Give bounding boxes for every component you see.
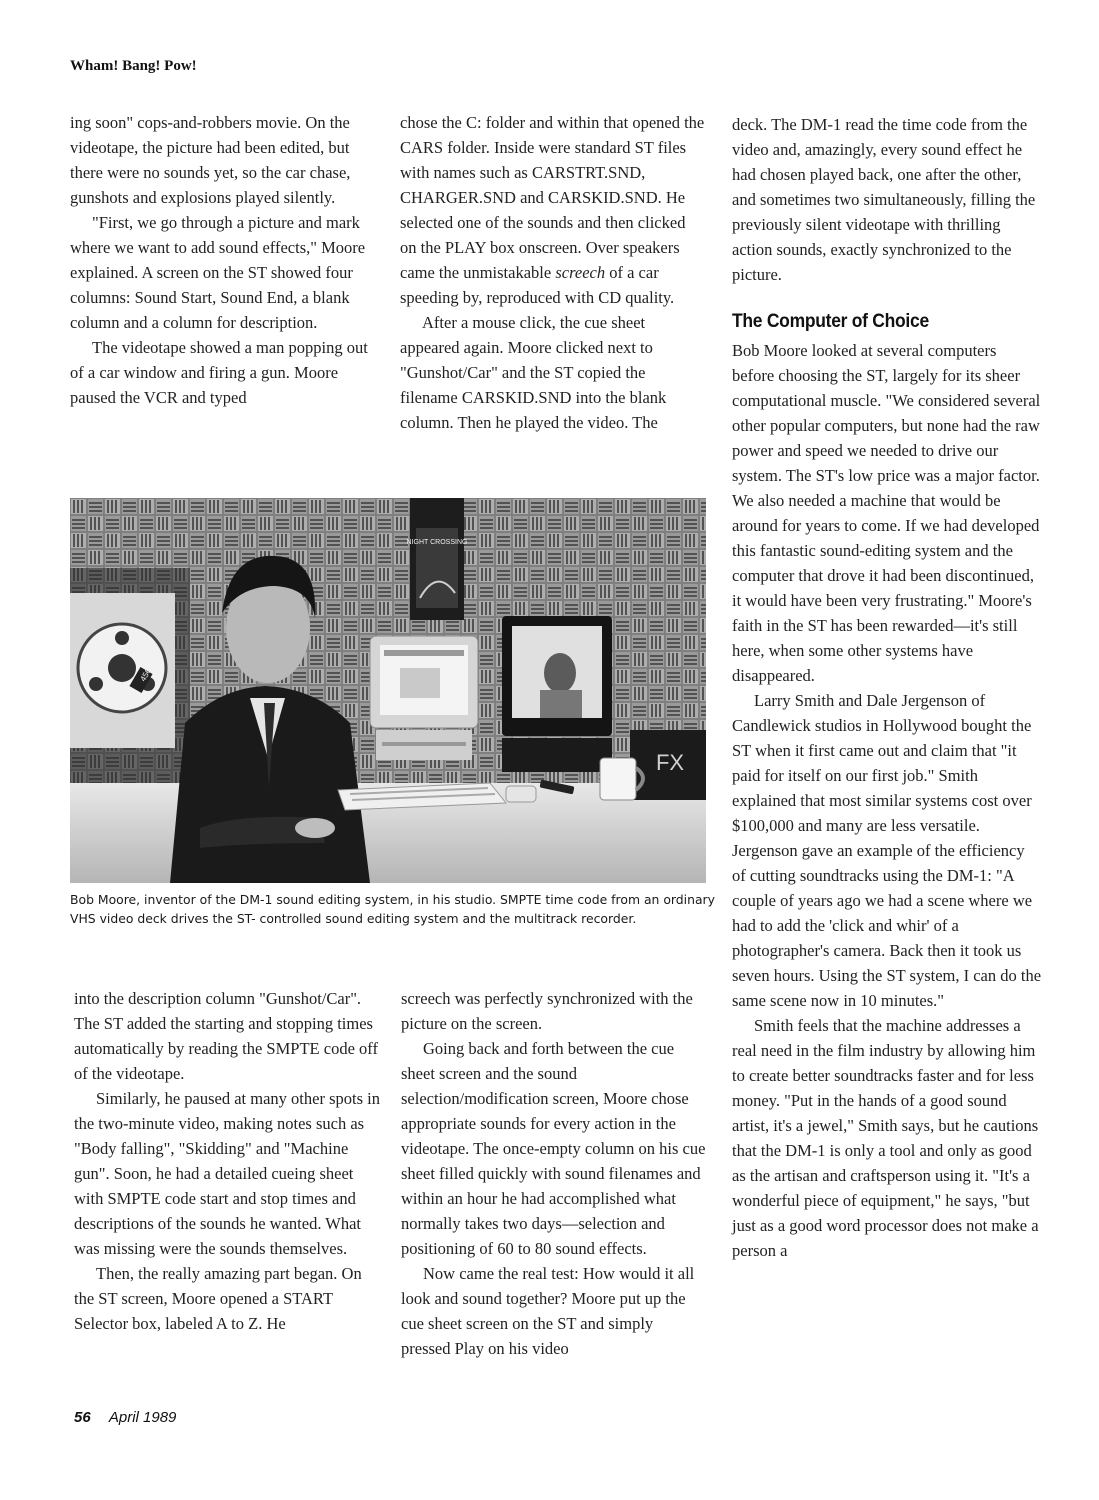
paragraph: Bob Moore looked at several computers before choosing the ST, largely for its sheer computational muscle. "We considered several other popular computers, but none had the raw power and speed we needed to drive our system. The ST's low price was a major factor. We also needed a machine that would be around for years to come. If we had developed this fantastic sound-editing system and the computer that drove it had been discontinued, it would have been very frustrating." Moore's faith in the ST has been rewarded—it's still here, when some other systems have disappeared. <box>732 341 1041 685</box>
computer-monitor <box>370 636 478 760</box>
equipment-rack <box>630 730 706 800</box>
issue-date: April 1989 <box>108 1409 177 1426</box>
paragraph: chose the C: folder and within that opened the CARS folder. Inside were standard ST files with names such as CARSTRT.SND, CHARGER.SND and CARSKID.SND. He selected one of the sounds and then clicked on the PLAY box onscreen. Over speakers came the unmistakable screech of a car speeding by, reproduced with CD quality. <box>400 113 705 307</box>
paragraph: Smith feels that the machine addresses a real need in the film industry by allowing him to create better soundtracks faster and for less money. "Put in the hands of a good sound artist, it's a jewel," Smith says, but he cautions that the DM-1 is only a tool and only as good as the artisan and craftsperson using it. "It's a wonderful piece of equipment," he says, "but just as a good word processor does not make a person a <box>732 1016 1039 1260</box>
paragraph: Then, the really amazing part began. On the ST screen, Moore opened a START Selector box, labeled A to Z. He <box>74 1264 362 1333</box>
emphasis: screech <box>555 263 606 282</box>
svg-text:NIGHT CROSSING: NIGHT CROSSING <box>406 539 468 546</box>
article-column-2 <box>400 110 705 435</box>
running-head: Wham! Bang! Pow! <box>70 58 197 74</box>
paragraph: screech was perfectly synchronized with the picture on the screen. <box>401 989 693 1033</box>
mouse <box>506 786 536 802</box>
paragraph: Larry Smith and Dale Jergenson of Candlewick studios in Hollywood bought the ST when it first came out and claim that "it paid for itself on our first job." Smith explained that most similar systems cost over $100,000 and many are less versatile. Jergenson gave an example of the efficiency of cutting soundtracks using the DM-1: "A couple of years ago we had a scene where we had to add the 'click and whir' of a photographer's camera. Back then it took us seven hours. Using the ST system, I can do the same scene now in 10 minutes." <box>732 691 1042 1010</box>
studio-photo-illustration <box>70 498 706 883</box>
page-number: 56 <box>74 1409 91 1426</box>
paragraph: ing soon" cops-and-robbers movie. On the videotape, the picture had been edited, but there were no sounds yet, so the car chase, gunshots and explosions played silently. <box>70 113 351 207</box>
photo-caption: Bob Moore, inventor of the DM-1 sound editing system, in his studio. SMPTE time code from an ordinary VHS video deck drives the ST- controlled sound editing system and the multitrack recorder. <box>70 892 715 926</box>
studio-photo <box>70 498 706 883</box>
section-heading: The Computer of Choice <box>732 311 929 332</box>
paragraph: After a mouse click, the cue sheet appeared again. Moore clicked next to "Gunshot/Car" and the ST copied the filename CARSKID.SND into the blank column. Then he played the video. The <box>400 313 667 432</box>
paragraph: deck. The DM-1 read the time code from the video and, amazingly, every sound effect he had chosen played back, one after the other, and sometimes two simultaneously, filling the previously silent videotape with thrilling action sounds, exactly synchronized to the picture. <box>732 115 1036 284</box>
article-column-3 <box>732 112 1042 1263</box>
movie-poster <box>407 498 468 620</box>
paragraph: into the description column "Gunshot/Car". The ST added the starting and stopping times automatically by reading the SMPTE code off of the videotape. <box>74 989 378 1083</box>
svg-text:456: 456 <box>138 666 153 683</box>
paragraph: Going back and forth between the cue sheet screen and the sound selection/modification screen, Moore chose appropriate sounds for every action in the videotape. The once-empty column on his cue sheet filled quickly with sound filenames and within an hour he had accomplished what normally takes two days—selection and positioning of 60 to 80 sound effects. <box>401 1039 706 1258</box>
paragraph: Now came the real test: How would it all look and sound together? Moore put up the cue sheet screen on the ST and simply pressed Play on his video <box>401 1264 695 1358</box>
video-monitor <box>502 616 612 772</box>
article-column-1 <box>70 110 380 410</box>
svg-text:FX: FX <box>655 750 685 775</box>
article-column-5 <box>401 986 706 1361</box>
article-column-4 <box>74 986 382 1336</box>
reel-to-reel-recorder <box>70 593 175 748</box>
paragraph: The videotape showed a man popping out of a car window and firing a gun. Moore paused the VCR and typed <box>70 338 368 407</box>
page-footer <box>74 1409 176 1426</box>
paragraph: "First, we go through a picture and mark where we want to add sound effects," Moore explained. A screen on the ST showed four columns: Sound Start, Sound End, a blank column and a column for description. <box>70 213 366 332</box>
paragraph: Similarly, he paused at many other spots in the two-minute video, making notes such as "Body falling", "Skidding" and "Machine gun". Soon, he had a detailed cueing sheet with SMPTE code start and stop times and descriptions of the sounds he wanted. What was missing were the sounds themselves. <box>74 1089 380 1258</box>
